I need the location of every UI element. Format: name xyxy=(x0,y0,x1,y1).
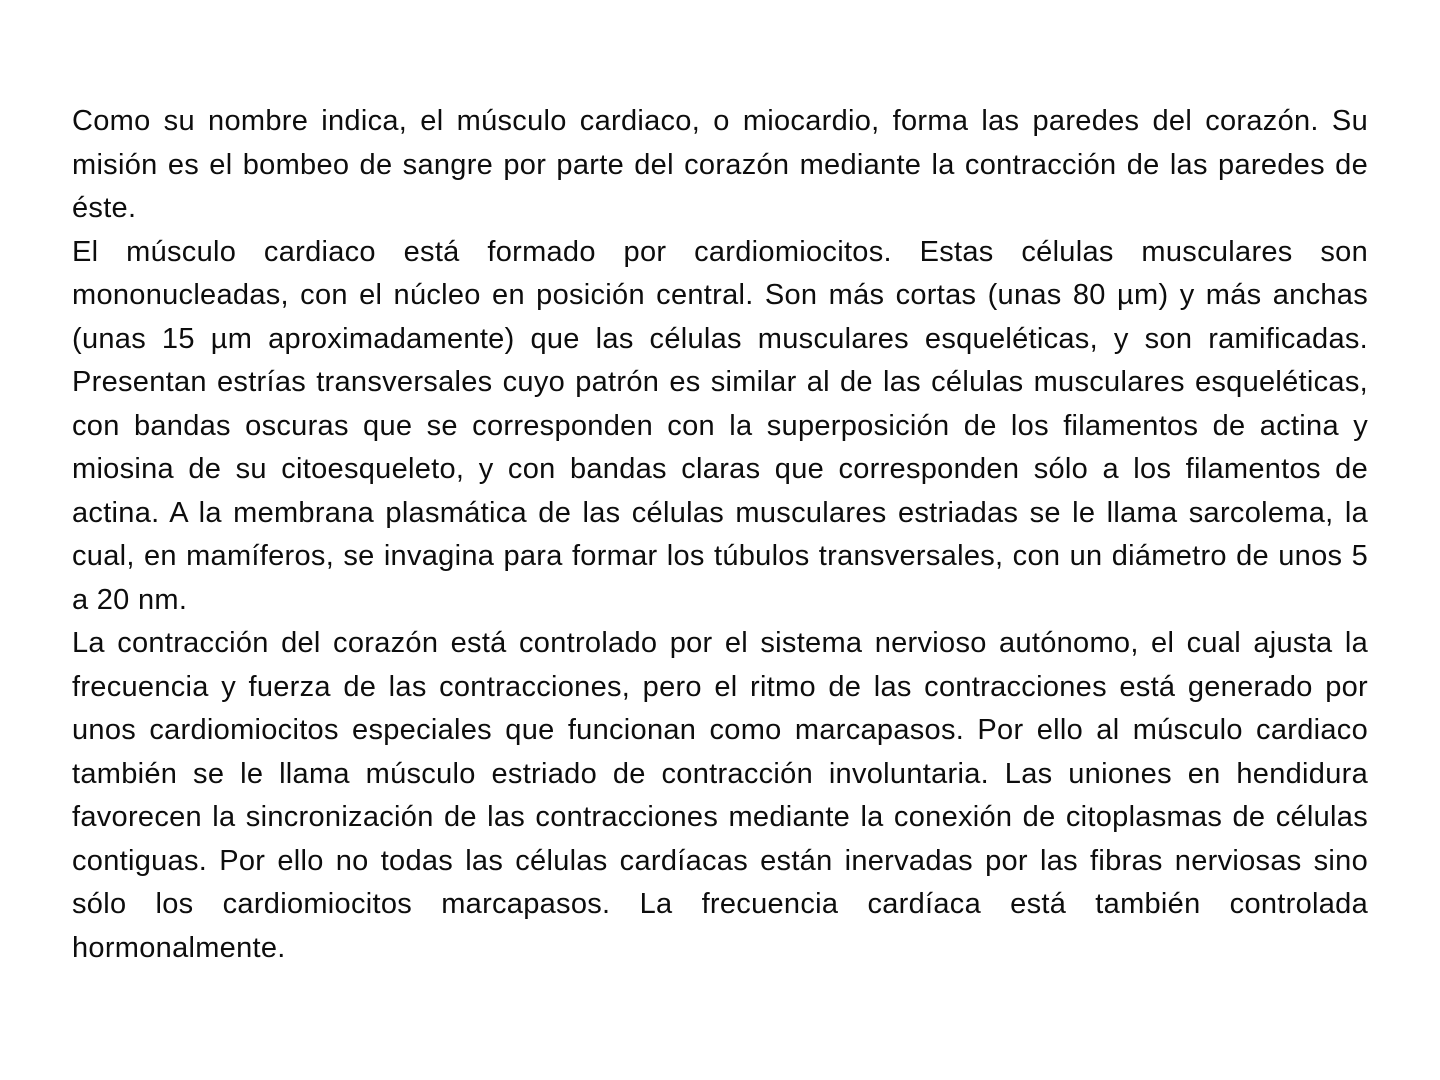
paragraph-3: La contracción del corazón está controlado por el sistema nervioso autónomo, el cual ajusta la frecuencia y fuerza de las contracciones, pero el ritmo de las contracciones está generado por unos cardiomiocitos especiales que funcionan como marcapasos. Por ello al músculo cardiaco también se le llama músculo estriado de contracción involuntaria. Las uniones en hendidura favorecen la sincronización de las contracciones mediante la conexión de citoplasmas de células contiguas. Por ello no todas las células cardíacas están inervadas por las fibras nerviosas sino sólo los cardiomiocitos marcapasos. La frecuencia cardíaca está también controlada hormonalmente. xyxy=(72,627,1368,964)
paragraph-2: El músculo cardiaco está formado por cardiomiocitos. Estas células musculares son mononucleadas, con el núcleo en posición central. Son más cortas (unas 80 µm) y más anchas (unas 15 µm aproximadamente) que las células musculares esqueléticas, y son ramificadas. Presentan estrías transversales cuyo patrón es similar al de las células musculares esqueléticas, con bandas oscuras que se corresponden con la superposición de los filamentos de actina y miosina de su citoesqueleto, y con bandas claras que corresponden sólo a los filamentos de actina. A la membrana plasmática de las células musculares estriadas se le llama sarcolema, la cual, en mamíferos, se invagina para formar los túbulos transversales, con un diámetro de unos 5 a 20 nm. xyxy=(72,235,1368,616)
paragraph-1: Como su nombre indica, el músculo cardiaco, o miocardio, forma las paredes del corazón. Su misión es el bombeo de sangre por parte del corazón mediante la contracción de las paredes de éste. xyxy=(72,105,1368,224)
slide-body-text xyxy=(72,100,1368,970)
